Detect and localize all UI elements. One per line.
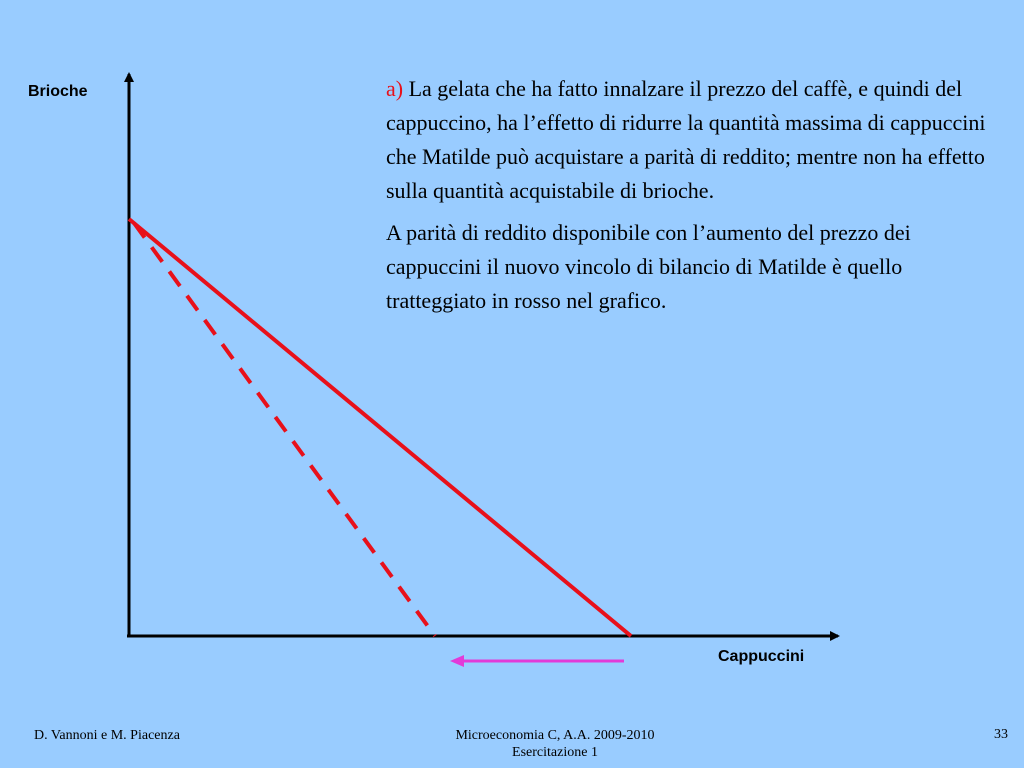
item-marker: a) xyxy=(386,76,404,101)
explanation-text xyxy=(386,72,996,326)
footer-course-info xyxy=(405,727,705,761)
footer-course: Microeconomia C, A.A. 2009-2010 xyxy=(455,728,655,743)
paragraph-a-text: La gelata che ha fatto innalzare il prezzo del caffè, e quindi del cappuccino, ha l’effetto di ridurre la quantità massima di cappuccini che Matilde può acquistare a parità di reddito; mentre non ha effetto sulla quantità acquistabile di brioche. xyxy=(386,76,986,203)
footer-exercise: Esercitazione 1 xyxy=(512,745,598,760)
x-axis-label: Cappuccini xyxy=(718,648,805,665)
shift-arrow-head xyxy=(450,655,464,667)
footer-authors: D. Vannoni e M. Piacenza xyxy=(34,728,180,743)
y-axis-label: Brioche xyxy=(28,83,88,100)
paragraph-a xyxy=(386,72,996,208)
paragraph-b: A parità di reddito disponibile con l’aumento del prezzo dei cappuccini il nuovo vincolo di bilancio di Matilde è quello tratteggiato in rosso nel grafico. xyxy=(386,220,911,313)
page-number: 33 xyxy=(994,727,1008,742)
